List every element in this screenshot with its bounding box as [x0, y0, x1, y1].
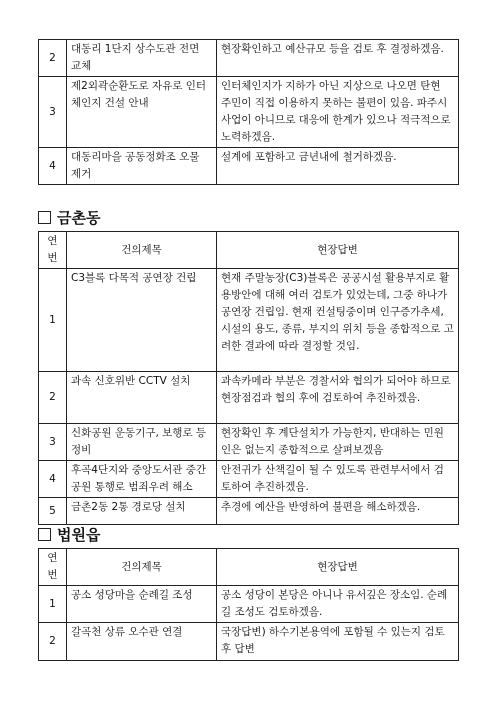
row-number: 3 — [39, 77, 67, 148]
table-row — [39, 461, 459, 498]
row-answer: 현장확인 후 계단설치가 가능한지, 반대하는 민원인은 없는지 종합적으로 살펴보겠음 — [217, 424, 459, 461]
row-number: 2 — [39, 623, 67, 661]
row-title: 대동리마을 공동정화조 오물 제거 — [67, 148, 217, 185]
checkbox-square-icon — [38, 211, 51, 224]
table-row — [39, 148, 459, 185]
row-answer: 현장확인하고 예산규모 등을 검토 후 결정하겠음. — [217, 40, 459, 77]
row-title: 갈곡천 상류 오수관 연결 — [67, 623, 217, 661]
table-row — [39, 586, 459, 623]
row-number: 5 — [39, 498, 67, 525]
row-answer: 국장답변) 하수기본용역에 포함될 수 있는지 검토후 답변 — [217, 623, 459, 661]
table-row — [39, 40, 459, 77]
table-row — [39, 77, 459, 148]
row-title: C3블록 다목적 공연장 건립 — [67, 269, 217, 372]
row-number: 3 — [39, 424, 67, 461]
table-header-row — [39, 232, 459, 269]
row-title: 금촌2동 2통 경로당 설치 — [67, 498, 217, 525]
row-answer: 현재 주말농장(C3)블록은 공공시설 활용부지로 활용방안에 대해 여러 검토가 있었는데, 그중 하나가 공연장 건립임. 현재 컨설팅중이며 인구증가추세, 시설의 용도, 종류, 부지의 위치 등을 종합적으로 고려한 결과에 따라 결정할 것임. — [217, 269, 459, 372]
table-continued — [38, 39, 459, 185]
table-row — [39, 372, 459, 424]
row-title: 과속 신호위반 CCTV 설치 — [67, 372, 217, 424]
row-title: 제2외곽순환도로 자유로 인터체인지 건설 안내 — [67, 77, 217, 148]
header-answer: 현장답변 — [217, 232, 459, 269]
row-title: 신화공원 운동기구, 보행로 등 정비 — [67, 424, 217, 461]
section-title: 금촌동 — [57, 209, 101, 227]
checkbox-square-icon — [38, 528, 51, 541]
row-answer: 안전귀가 산책길이 될 수 있도록 관련부서에서 검토하여 추진하겠음. — [217, 461, 459, 498]
row-title: 공소 성당마을 순례길 조성 — [67, 586, 217, 623]
row-number: 2 — [39, 372, 67, 424]
header-title: 건의제목 — [67, 549, 217, 586]
table-header-row — [39, 549, 459, 586]
header-title: 건의제목 — [67, 232, 217, 269]
row-number: 1 — [39, 586, 67, 623]
section-heading-beobwon — [38, 524, 100, 545]
row-answer: 과속카메라 부분은 경찰서와 협의가 되어야 하므로 현장점검과 협의 후에 검토하여 추진하겠음. — [217, 372, 459, 424]
row-answer: 추경에 예산을 반영하여 불편을 해소하겠음. — [217, 498, 459, 525]
table-row — [39, 424, 459, 461]
row-number: 1 — [39, 269, 67, 372]
row-answer: 공소 성당이 본당은 아니나 유서깊은 장소임. 순례길 조성도 검토하겠음. — [217, 586, 459, 623]
row-number: 4 — [39, 148, 67, 185]
row-answer: 설계에 포함하고 금년내에 철거하겠음. — [217, 148, 459, 185]
table-row — [39, 498, 459, 525]
table-row — [39, 623, 459, 661]
row-title: 후곡4단지와 중앙도서관 중간 공원 통행로 범죄우려 해소 — [67, 461, 217, 498]
table-beobwon — [38, 548, 459, 661]
row-title: 대동리 1단지 상수도관 전면 교체 — [67, 40, 217, 77]
table-row — [39, 269, 459, 372]
row-answer: 인터체인지가 지하가 아닌 지상으로 나오면 탄현 주민이 직접 이용하지 못하는 불편이 있음. 파주시 사업이 아니므로 대응에 한계가 있으나 적극적으로 노력하겠음. — [217, 77, 459, 148]
table-geumchon — [38, 231, 459, 525]
row-number: 4 — [39, 461, 67, 498]
header-no: 연번 — [39, 232, 67, 269]
section-heading-geumchon — [38, 207, 100, 228]
row-number: 2 — [39, 40, 67, 77]
header-answer: 현장답변 — [217, 549, 459, 586]
header-no: 연번 — [39, 549, 67, 586]
section-title: 법원읍 — [57, 526, 101, 544]
